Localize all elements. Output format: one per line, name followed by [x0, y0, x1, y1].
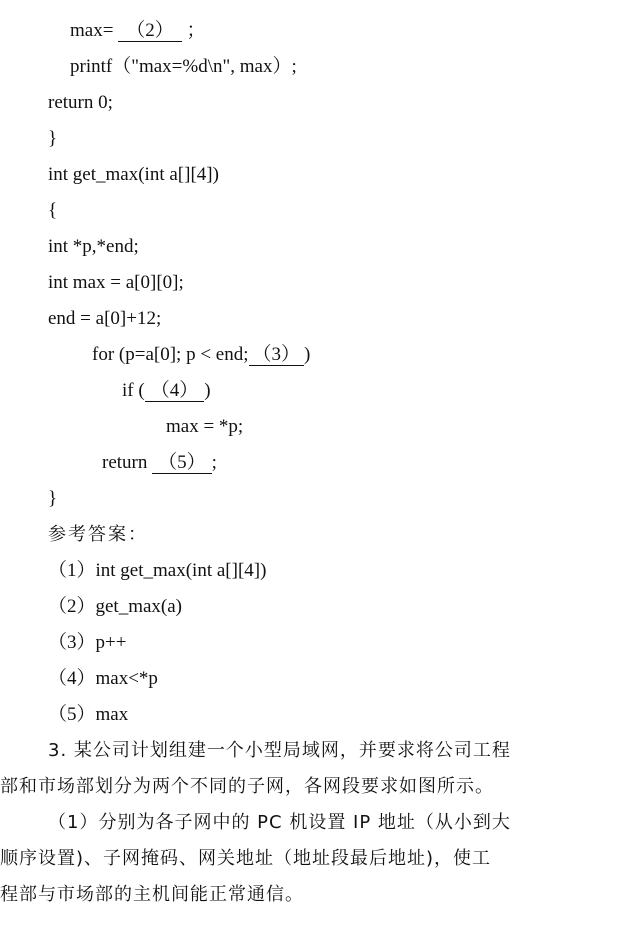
question-3-line-1: 3. 某公司计划组建一个小型局域网，并要求将公司工程	[48, 740, 511, 761]
fill-blank-5: （5）	[152, 453, 212, 474]
answer-item-5: （5）max	[48, 704, 129, 725]
code-line-end-init: end = a[0]+12;	[48, 308, 162, 329]
code-line-if	[122, 379, 211, 403]
code-text: max=	[70, 20, 114, 41]
code-text: ;	[211, 452, 217, 473]
answer-item-2: （2）get_max(a)	[48, 596, 183, 617]
code-line-final-brace: }	[48, 488, 58, 509]
code-text: if (	[122, 380, 145, 401]
fill-blank-2: （2）	[118, 21, 182, 42]
code-line-max-update: max = *p;	[166, 416, 244, 437]
code-text: for (p=a[0]; p < end;	[92, 344, 249, 365]
answers-heading: 参考答案：	[48, 524, 148, 545]
code-line-open-brace: {	[48, 200, 58, 221]
answer-item-3: （3）p++	[48, 632, 127, 653]
code-line-for-loop	[92, 343, 310, 367]
question-3-line-3: （1）分别为各子网中的 PC 机设置 IP 地址（从小到大	[48, 812, 511, 833]
code-line-function-signature: int get_max(int a[][4])	[48, 164, 219, 185]
fill-blank-4: （4）	[145, 381, 205, 402]
fill-blank-3: （3）	[249, 345, 305, 366]
code-line-close-brace: }	[48, 128, 58, 149]
answer-item-1: （1）int get_max(int a[][4])	[48, 560, 267, 581]
code-line-printf: printf（"max=%d\n", max）;	[70, 56, 297, 77]
code-line-max-init: int max = a[0][0];	[48, 272, 184, 293]
question-3-line-4: 顺序设置)、子网掩码、网关地址（地址段最后地址)，使工	[0, 848, 492, 869]
code-line-return-max	[102, 451, 217, 475]
question-3-line-5: 程部与市场部的主机间能正常通信。	[0, 884, 304, 905]
code-text: ；	[186, 20, 206, 41]
code-text: )	[304, 344, 311, 365]
code-text: return	[102, 452, 148, 473]
answer-item-4: （4）max<*p	[48, 668, 158, 689]
question-3-line-2: 部和市场部划分为两个不同的子网，各网段要求如图所示。	[0, 776, 494, 797]
code-line-max-assign	[70, 19, 205, 43]
code-text: )	[204, 380, 211, 401]
code-line-pointer-decl: int *p,*end;	[48, 236, 139, 257]
code-line-return-0: return 0;	[48, 92, 113, 113]
